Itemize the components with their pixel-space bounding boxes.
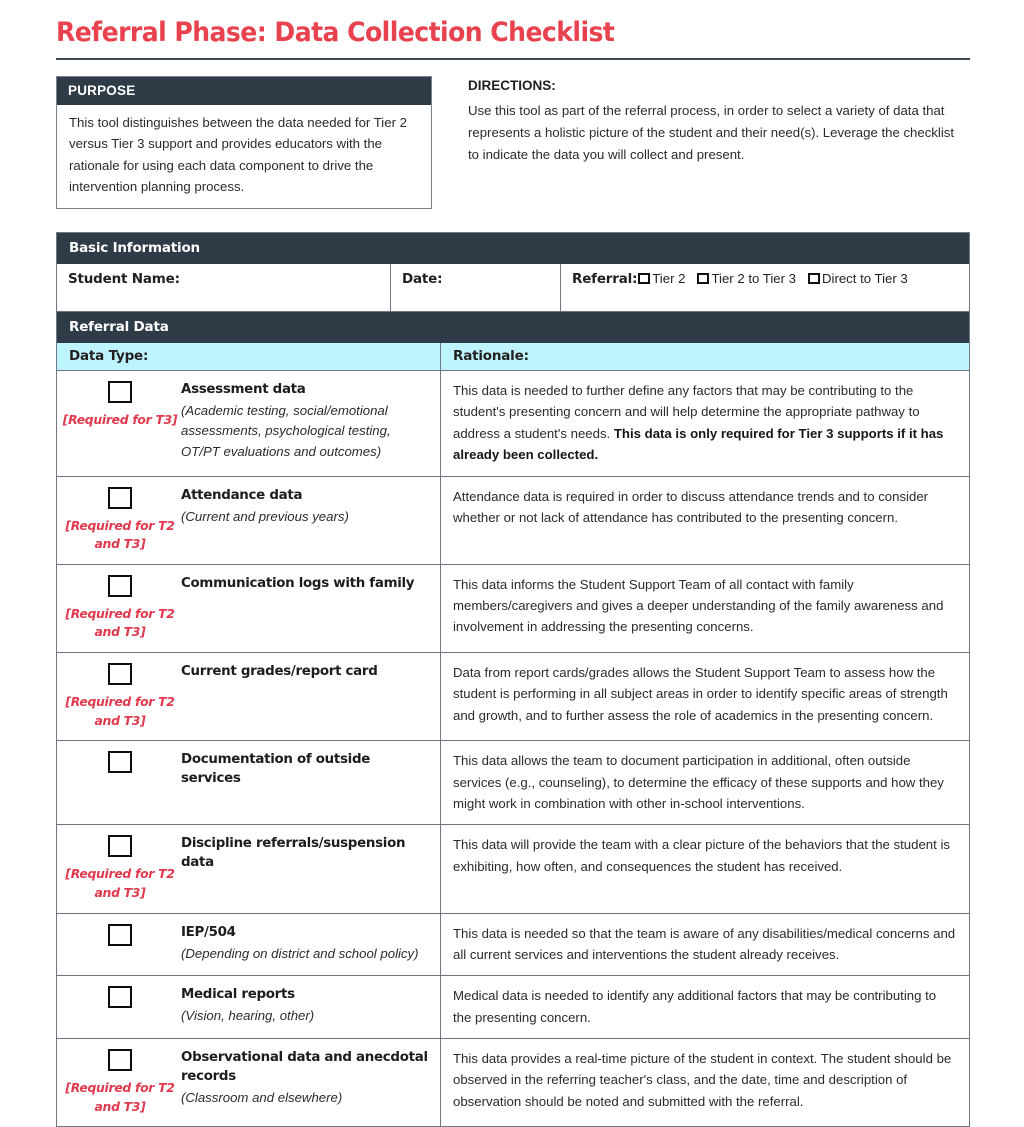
required-tier-badge: [Required for T3]	[62, 412, 178, 427]
referral-type-group	[561, 264, 969, 311]
data-type-title: IEP/504	[181, 924, 236, 940]
basic-information-band: Basic Information	[57, 233, 969, 264]
column-header-rationale: Rationale:	[453, 348, 529, 364]
data-type-cell	[57, 371, 441, 476]
required-tier-badge: [Required for T2 and T3]	[65, 605, 175, 640]
table-row	[57, 976, 969, 1039]
rationale-emphasis: This data is only required for Tier 3 supports if it has already been collected.	[453, 425, 944, 463]
directions-block	[468, 76, 958, 166]
data-type-text	[179, 486, 432, 554]
data-type-title: Attendance data	[181, 487, 303, 503]
referral-option-label: Tier 2	[652, 271, 686, 286]
student-name-label: Student Name:	[68, 271, 180, 287]
directions-body: Use this tool as part of the referral process, in order to select a variety of data that represents a holistic picture of the student and their need(s). Leverage the checklist to indicate the data you will collect and present.	[468, 103, 955, 162]
data-type-text	[179, 380, 432, 466]
data-type-title: Current grades/report card	[181, 663, 378, 679]
rationale-cell	[441, 477, 969, 564]
referral-option-label: Direct to Tier 3	[822, 271, 908, 286]
referral-option-label: Tier 2 to Tier 3	[711, 271, 796, 286]
data-type-text	[179, 834, 432, 902]
table-row	[57, 741, 969, 825]
referral-data-band: Referral Data	[57, 312, 969, 343]
purpose-box	[56, 76, 432, 209]
checkbox-icon[interactable]	[697, 273, 709, 284]
data-type-subtitle: (Classroom and elsewhere)	[181, 1090, 343, 1106]
date-label: Date:	[402, 271, 443, 287]
data-type-text	[179, 662, 432, 730]
purpose-heading: PURPOSE	[57, 77, 431, 105]
data-type-cell	[57, 1039, 441, 1126]
checkbox-column	[61, 985, 179, 1028]
rationale-cell	[441, 914, 969, 976]
rationale-cell	[441, 825, 969, 912]
data-type-text	[179, 923, 432, 966]
rationale-cell	[441, 371, 969, 476]
required-tier-badge: [Required for T2 and T3]	[65, 1080, 175, 1114]
checklist-rows	[57, 371, 969, 1126]
data-type-subtitle: (Academic testing, social/emotional assessments, psychological testing, OT/PT evaluations and outcomes)	[181, 403, 391, 459]
checkbox-column	[61, 1048, 179, 1116]
column-header-data-type: Data Type:	[57, 343, 441, 370]
required-tier-badge: [Required for T2 and T3]	[65, 517, 175, 552]
checkbox-icon[interactable]	[108, 575, 132, 597]
data-type-title: Assessment data	[181, 382, 306, 397]
checkbox-column	[61, 380, 179, 466]
data-type-text	[179, 985, 432, 1028]
column-header-row	[57, 343, 969, 371]
referral-option-tier2-to-tier3[interactable]	[697, 271, 796, 286]
data-type-subtitle: (Vision, hearing, other)	[181, 1008, 315, 1024]
data-type-title: Medical reports	[181, 987, 295, 1003]
referral-option-tier2[interactable]	[638, 271, 685, 286]
referral-label: Referral:	[572, 271, 638, 287]
data-type-title: Communication logs with family	[181, 575, 415, 591]
checkbox-icon[interactable]	[108, 751, 132, 773]
data-type-cell	[57, 976, 441, 1038]
required-tier-badge: [Required for T2 and T3]	[65, 866, 175, 900]
rationale-text: Medical data is needed to identify any additional factors that may be contributing to the presenting concern.	[453, 988, 937, 1025]
referral-option-direct-to-tier3[interactable]	[808, 271, 908, 286]
table-row	[57, 1039, 969, 1126]
table-row	[57, 565, 969, 653]
data-type-subtitle: (Depending on district and school policy)	[181, 945, 419, 961]
student-name-field[interactable]	[57, 264, 391, 311]
data-type-subtitle: (Current and previous years)	[181, 508, 349, 524]
page-title: Referral Phase: Data Collection Checklist	[56, 17, 615, 48]
data-type-text	[179, 1048, 432, 1116]
checkbox-column	[61, 750, 179, 814]
table-row	[57, 825, 969, 913]
purpose-body: This tool distinguishes between the data needed for Tier 2 versus Tier 3 support and provides educators with the rationale for using each data component to drive the intervention planning process.	[69, 115, 407, 195]
table-row	[57, 477, 969, 565]
data-type-text	[179, 750, 432, 814]
title-block	[56, 18, 970, 60]
checkbox-icon[interactable]	[108, 924, 132, 946]
rationale-cell	[441, 565, 969, 652]
data-type-cell	[57, 741, 441, 824]
rationale-text: This data provides a real-time picture of the student in context. The student should be observed in the referring teacher's class, and the date, time and description of observation should be noted and submitted with the referral.	[453, 1051, 952, 1109]
rationale-text: This data informs the Student Support Team of all contact with family members/caregivers and gives a deeper understanding of the family awareness and involvement in addressing the presenting concerns.	[453, 576, 944, 635]
checkbox-column	[61, 923, 179, 966]
checkbox-icon[interactable]	[108, 487, 132, 509]
checkbox-icon[interactable]	[108, 663, 132, 685]
checkbox-icon[interactable]	[108, 1049, 132, 1071]
checkbox-icon[interactable]	[808, 273, 820, 284]
checkbox-column	[61, 834, 179, 902]
rationale-cell	[441, 1039, 969, 1126]
rationale-text: This data will provide the team with a clear picture of the behaviors that the student is exhibiting, how often, and consequences the student has received.	[453, 837, 950, 874]
directions-heading: DIRECTIONS:	[468, 78, 556, 93]
rationale-cell	[441, 976, 969, 1038]
rationale-text: This data is needed so that the team is aware of any disabilities/medical concerns and all current services and interventions the student already receives.	[453, 925, 956, 962]
data-type-text	[179, 574, 432, 642]
rationale-text: Attendance data is required in order to discuss attendance trends and to consider whether or not lack of attendance has contributed to the presenting concern.	[453, 488, 929, 525]
checkbox-column	[61, 486, 179, 554]
table-row	[57, 653, 969, 741]
table-row	[57, 371, 969, 477]
date-field[interactable]	[391, 264, 561, 311]
rationale-text: Data from report cards/grades allows the Student Support Team to assess how the student is performing in all subject areas in order to identify specific areas of strength and growth, and to further assess the role of academics in the presenting concern.	[453, 664, 948, 723]
checklist-table	[56, 232, 970, 1127]
rationale-cell	[441, 653, 969, 740]
required-tier-badge: [Required for T2 and T3]	[65, 693, 175, 728]
checkbox-icon[interactable]	[108, 986, 132, 1008]
checkbox-icon[interactable]	[638, 273, 650, 284]
table-row	[57, 914, 969, 977]
checkbox-column	[61, 662, 179, 730]
title-divider	[56, 58, 970, 60]
data-type-title: Documentation of outside services	[181, 752, 371, 787]
rationale-text: This data allows the team to document participation in additional, often outside services (e.g., counseling), to determine the efficacy of these supports and how they might work in combination with other in-school interventions.	[453, 753, 944, 811]
data-type-title: Observational data and anecdotal records	[181, 1050, 428, 1085]
rationale-cell	[441, 741, 969, 824]
checkbox-column	[61, 574, 179, 642]
referral-options	[637, 271, 919, 286]
data-type-cell	[57, 565, 441, 652]
checkbox-icon[interactable]	[108, 835, 132, 857]
data-type-cell	[57, 914, 441, 976]
basic-information-row	[57, 264, 969, 312]
data-type-title: Discipline referrals/suspension data	[181, 836, 406, 871]
rationale-text: This data is needed to further define any factors that may be contributing to the student's presenting concern and will help determine the appropriate pathway to address a student's needs.	[453, 383, 920, 441]
intro-section	[56, 76, 970, 209]
checkbox-icon[interactable]	[108, 381, 132, 403]
data-type-cell	[57, 825, 441, 912]
data-type-cell	[57, 477, 441, 564]
data-type-cell	[57, 653, 441, 740]
